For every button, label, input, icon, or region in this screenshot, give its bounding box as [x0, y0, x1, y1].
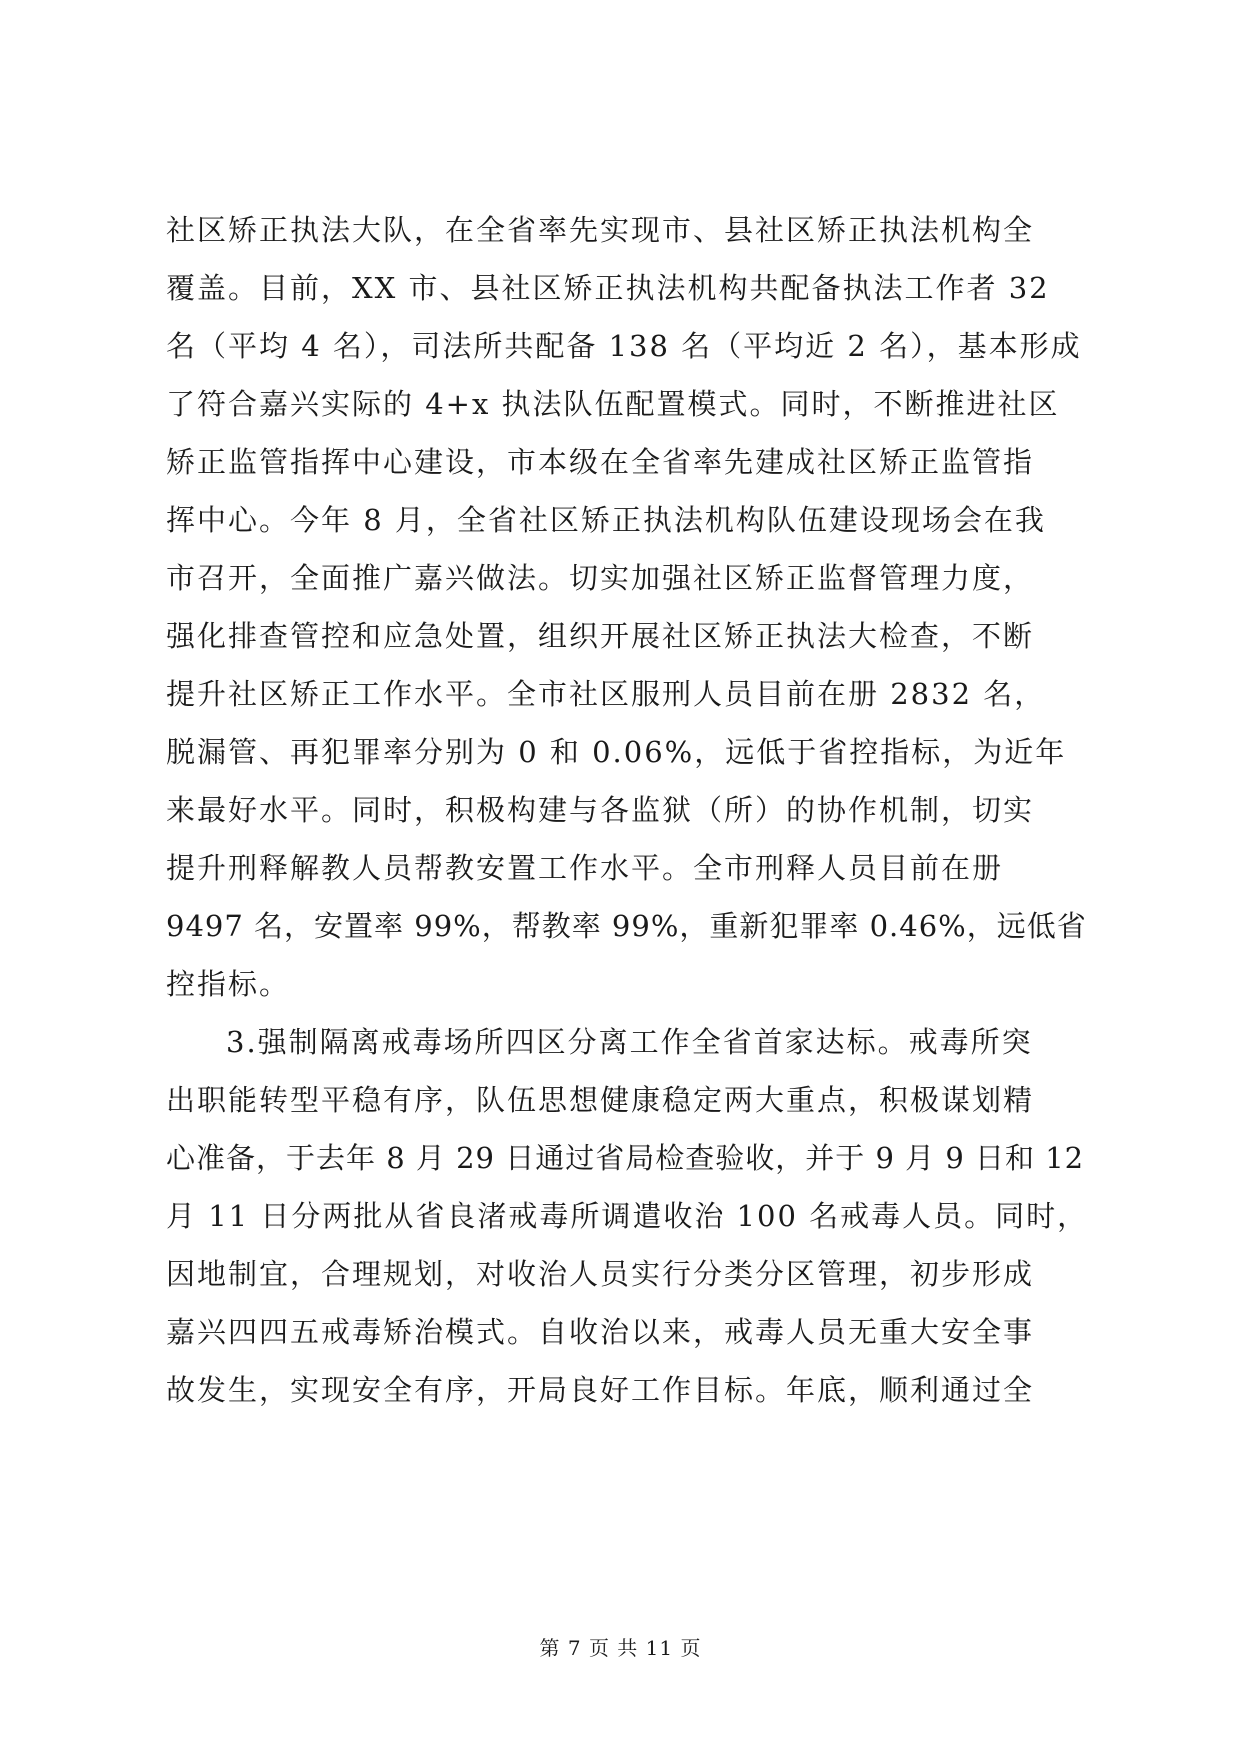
text-line: 嘉兴四四五戒毒矫治模式。自收治以来，戒毒人员无重大安全事 — [166, 1315, 1035, 1349]
text-line: 了符合嘉兴实际的 4+x 执法队伍配置模式。同时，不断推进社区 — [166, 387, 1060, 421]
text-line: 矫正监管指挥中心建设，市本级在全省率先建成社区矫正监管指 — [166, 445, 1035, 479]
text-line: 来最好水平。同时，积极构建与各监狱（所）的协作机制，切实 — [166, 793, 1035, 827]
text-line: 提升刑释解教人员帮教安置工作水平。全市刑释人员目前在册 — [166, 851, 1004, 885]
text-line: 9497 名，安置率 99%，帮教率 99%，重新犯罪率 0.46%，远低省 — [166, 909, 1087, 943]
text-line: 脱漏管、再犯罪率分别为 0 和 0.06%，远低于省控指标，为近年 — [166, 735, 1067, 769]
text-line: 出职能转型平稳有序，队伍思想健康稳定两大重点，积极谋划精 — [166, 1083, 1035, 1117]
text-line: 因地制宜，合理规划，对收治人员实行分类分区管理，初步形成 — [166, 1257, 1035, 1291]
text-line: 控指标。 — [166, 967, 291, 1001]
text-line: 覆盖。目前，XX 市、县社区矫正执法机构共配备执法工作者 32 — [166, 271, 1050, 305]
text-line: 强化排查管控和应急处置，组织开展社区矫正执法大检查，不断 — [166, 619, 1035, 653]
text-line: 月 11 日分两批从省良渚戒毒所调遣收治 100 名戒毒人员。同时， — [166, 1199, 1089, 1233]
paragraph-first-line: 3.强制隔离戒毒场所四区分离工作全省首家达标。戒毒所突 — [226, 1025, 1033, 1059]
text-line: 心准备，于去年 8 月 29 日通过省局检查验收，并于 9 月 9 日和 12 — [166, 1141, 1085, 1175]
text-line: 社区矫正执法大队，在全省率先实现市、县社区矫正执法机构全 — [166, 213, 1035, 247]
text-line: 故发生，实现安全有序，开局良好工作目标。年底，顺利通过全 — [166, 1373, 1035, 1407]
text-line: 市召开，全面推广嘉兴做法。切实加强社区矫正监督管理力度， — [166, 561, 1035, 595]
page-number-footer: 第 7 页 共 11 页 — [539, 1636, 702, 1660]
text-line: 提升社区矫正工作水平。全市社区服刑人员目前在册 2832 名， — [166, 677, 1046, 711]
text-line: 挥中心。今年 8 月，全省社区矫正执法机构队伍建设现场会在我 — [166, 503, 1046, 537]
text-line: 名（平均 4 名），司法所共配备 138 名（平均近 2 名），基本形成 — [166, 329, 1082, 363]
